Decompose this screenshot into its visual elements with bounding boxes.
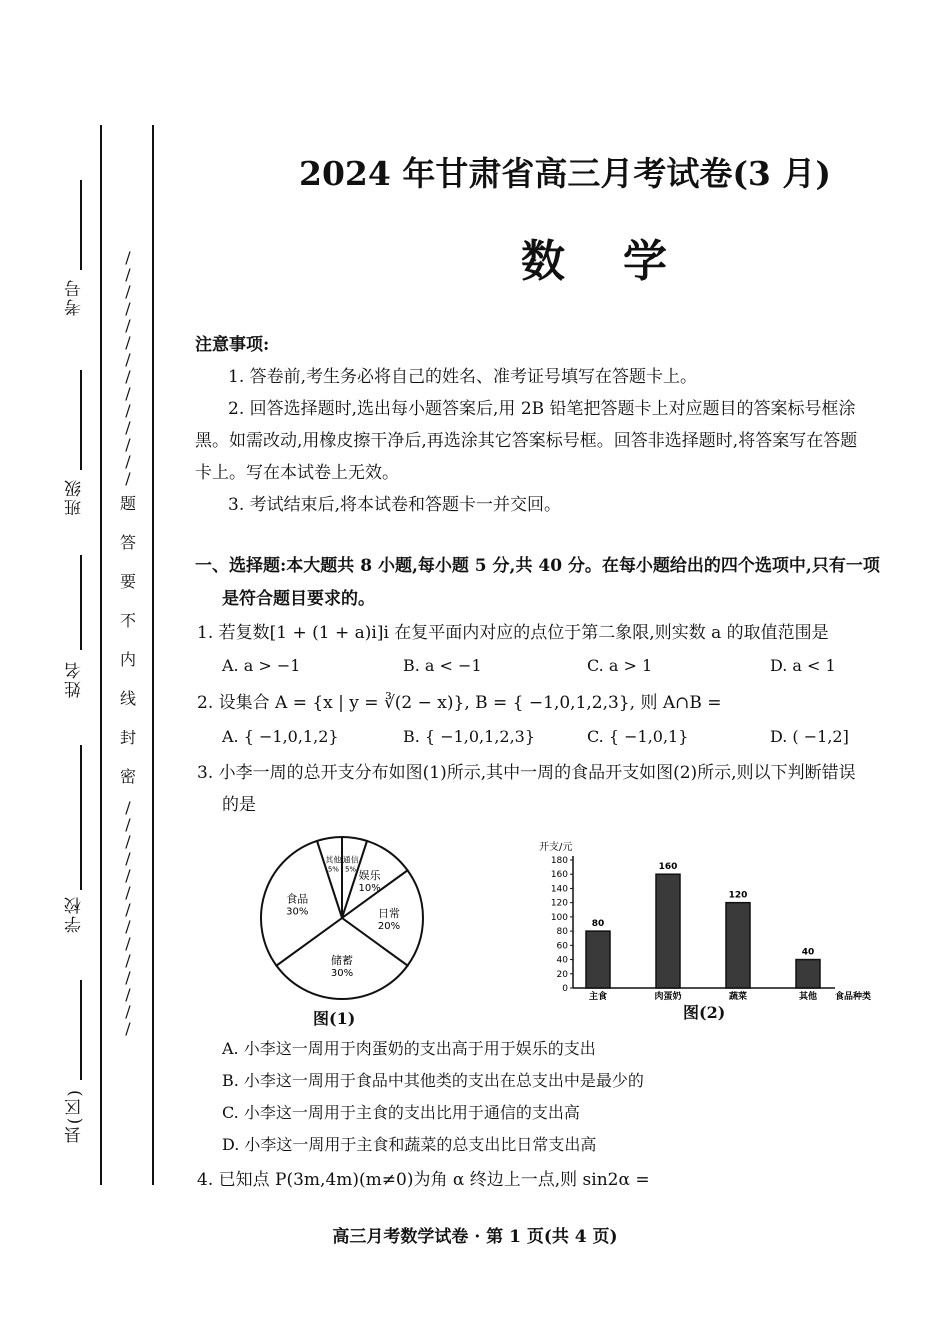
question-1-option-b: B. a < −1 bbox=[403, 656, 482, 675]
question-3-option-c: C. 小李这一周用于主食的支出比用于通信的支出高 bbox=[222, 1103, 580, 1122]
pie-chart-caption: 图(1) bbox=[313, 1009, 356, 1028]
bar-y-tick-label: 0 bbox=[562, 984, 568, 994]
seal-char: 题 bbox=[119, 494, 136, 513]
bar-data-label: 80 bbox=[591, 919, 605, 930]
section-1-heading-cont: 是符合题目要求的。 bbox=[222, 589, 375, 609]
question-2-option-d: D. ( −1,2] bbox=[770, 727, 849, 746]
bar-y-tick-label: 120 bbox=[550, 898, 568, 909]
question-3-stem-line-1: 3. 小李一周的总开支分布如图(1)所示,其中一周的食品开支如图(2)所示,则以下判断错误 bbox=[197, 763, 856, 783]
bar-肉蛋奶 bbox=[656, 874, 680, 988]
margin-line-outer bbox=[100, 125, 102, 1185]
question-3-option-a: A. 小李这一周用于肉蛋奶的支出高于用于娱乐的支出 bbox=[222, 1039, 596, 1058]
margin-line-inner bbox=[152, 125, 154, 1185]
question-3-option-d: D. 小李这一周用于主食和蔬菜的总支出比日常支出高 bbox=[222, 1135, 597, 1154]
question-1-option-c: C. a > 1 bbox=[587, 656, 653, 675]
pie-label: 储蓄 bbox=[331, 954, 353, 967]
question-2-option-a: A. { −1,0,1,2} bbox=[222, 727, 339, 746]
name-label: 姓名 bbox=[65, 660, 85, 698]
county-label: 县(区) bbox=[65, 1088, 85, 1144]
bar-蔬菜 bbox=[726, 903, 750, 988]
bar-chart bbox=[535, 838, 880, 1003]
bar-chart-caption: 图(2) bbox=[683, 1003, 726, 1022]
bar-data-label: 160 bbox=[658, 862, 678, 873]
bar-y-axis-label: 开支/元 bbox=[539, 842, 573, 853]
notice-heading: 注意事项: bbox=[195, 335, 270, 355]
question-3-stem-line-2: 的是 bbox=[222, 795, 256, 815]
pie-label: 娱乐 bbox=[358, 869, 381, 882]
bar-x-tick-label: 肉蛋奶 bbox=[654, 992, 682, 1002]
question-1-option-d: D. a < 1 bbox=[770, 656, 836, 675]
seal-char: 内 bbox=[119, 650, 136, 669]
page-footer: 高三月考数学试卷 · 第 1 页(共 4 页) bbox=[332, 1227, 618, 1247]
pie-label: 食品 bbox=[286, 892, 309, 906]
bar-data-label: 40 bbox=[801, 947, 815, 958]
bar-y-tick-label: 80 bbox=[556, 927, 568, 938]
exam-number-label: 考号 bbox=[65, 278, 85, 316]
pie-value-label: 5% bbox=[327, 865, 339, 874]
question-4-stem: 4. 已知点 P(3m,4m)(m≠0)为角 α 终边上一点,则 sin2α = bbox=[197, 1170, 650, 1190]
question-2-stem: 2. 设集合 A = {x | y = ∛(2 − x)}, B = { −1,0,1,2,3}, 则 A∩B = bbox=[197, 693, 722, 713]
pie-value-label: 5% bbox=[345, 865, 357, 874]
question-2-option-b: B. { −1,0,1,2,3} bbox=[403, 727, 536, 746]
name-blank bbox=[80, 555, 82, 650]
bar-y-tick-label: 60 bbox=[556, 941, 568, 952]
pie-value-label: 10% bbox=[358, 883, 381, 894]
bar-y-tick-label: 140 bbox=[550, 884, 568, 895]
bar-y-tick-label: 40 bbox=[556, 955, 568, 966]
pie-value-label: 30% bbox=[330, 968, 354, 979]
bar-x-tick-label: 其他 bbox=[798, 992, 818, 1002]
question-3-option-b: B. 小李这一周用于食品中其他类的支出在总支出中是最少的 bbox=[222, 1071, 644, 1090]
pie-label: 其他 bbox=[325, 855, 342, 865]
bar-主食 bbox=[586, 931, 610, 988]
question-2-option-c: C. { −1,0,1} bbox=[587, 727, 689, 746]
pie-label: 日常 bbox=[378, 907, 400, 920]
school-blank bbox=[80, 745, 82, 890]
bar-其他 bbox=[796, 960, 820, 988]
seal-char: 要 bbox=[119, 572, 136, 591]
seal-char: 线 bbox=[119, 689, 136, 708]
notice-item-2-line-3: 卡上。写在本试卷上无效。 bbox=[195, 463, 399, 483]
seal-char: 封 bbox=[119, 728, 136, 747]
question-1-stem: 1. 若复数[1 + (1 + a)i]i 在复平面内对应的点位于第二象限,则实数 a 的取值范围是 bbox=[197, 623, 829, 643]
subject-title: 数学 bbox=[521, 236, 725, 287]
class-blank bbox=[80, 370, 82, 470]
pie-label: 通信 bbox=[342, 855, 359, 865]
pie-chart bbox=[250, 825, 450, 1030]
county-blank bbox=[80, 980, 82, 1080]
seal-line-text: / / / / / / / / / / / / / / 题 答 要 不 内 线 封 密 / / / / / / / / / / / / / / bbox=[119, 248, 136, 1038]
notice-item-2-line-2: 黑。如需改动,用橡皮擦干净后,再选涂其它答案标号框。回答非选择题时,将答案写在答题 bbox=[195, 431, 858, 451]
bar-y-tick-label: 180 bbox=[550, 856, 568, 866]
class-label: 班级 bbox=[65, 478, 85, 516]
pie-value-label: 30% bbox=[286, 906, 309, 918]
seal-char: 密 bbox=[119, 767, 136, 786]
bar-data-label: 120 bbox=[728, 890, 748, 901]
seal-char: 不 bbox=[119, 611, 136, 630]
school-label: 学校 bbox=[65, 895, 85, 933]
exam-number-blank bbox=[80, 180, 82, 270]
notice-item-3: 3. 考试结束后,将本试卷和答题卡一并交回。 bbox=[228, 495, 562, 515]
bar-x-axis-label: 食品种类 bbox=[835, 992, 872, 1002]
question-1-option-a: A. a > −1 bbox=[222, 656, 301, 675]
notice-item-1: 1. 答卷前,考生务必将自己的姓名、准考证号填写在答题卡上。 bbox=[228, 367, 698, 387]
pie-value-label: 20% bbox=[377, 921, 401, 932]
notice-item-2-line-1: 2. 回答选择题时,选出每小题答案后,用 2B 铅笔把答题卡上对应题目的答案标号框涂 bbox=[228, 399, 856, 419]
bar-y-tick-label: 160 bbox=[550, 870, 568, 881]
bar-x-tick-label: 主食 bbox=[588, 992, 608, 1002]
bar-y-tick-label: 100 bbox=[550, 912, 568, 923]
section-1-heading: 一、选择题:本大题共 8 小题,每小题 5 分,共 40 分。在每小题给出的四个选项中,只有一项 bbox=[195, 556, 880, 576]
bar-y-tick-label: 20 bbox=[556, 969, 568, 980]
seal-char: 答 bbox=[119, 533, 136, 552]
exam-title: 2024 年甘肃省高三月考试卷(3 月) bbox=[298, 154, 831, 193]
bar-x-tick-label: 蔬菜 bbox=[728, 992, 748, 1002]
